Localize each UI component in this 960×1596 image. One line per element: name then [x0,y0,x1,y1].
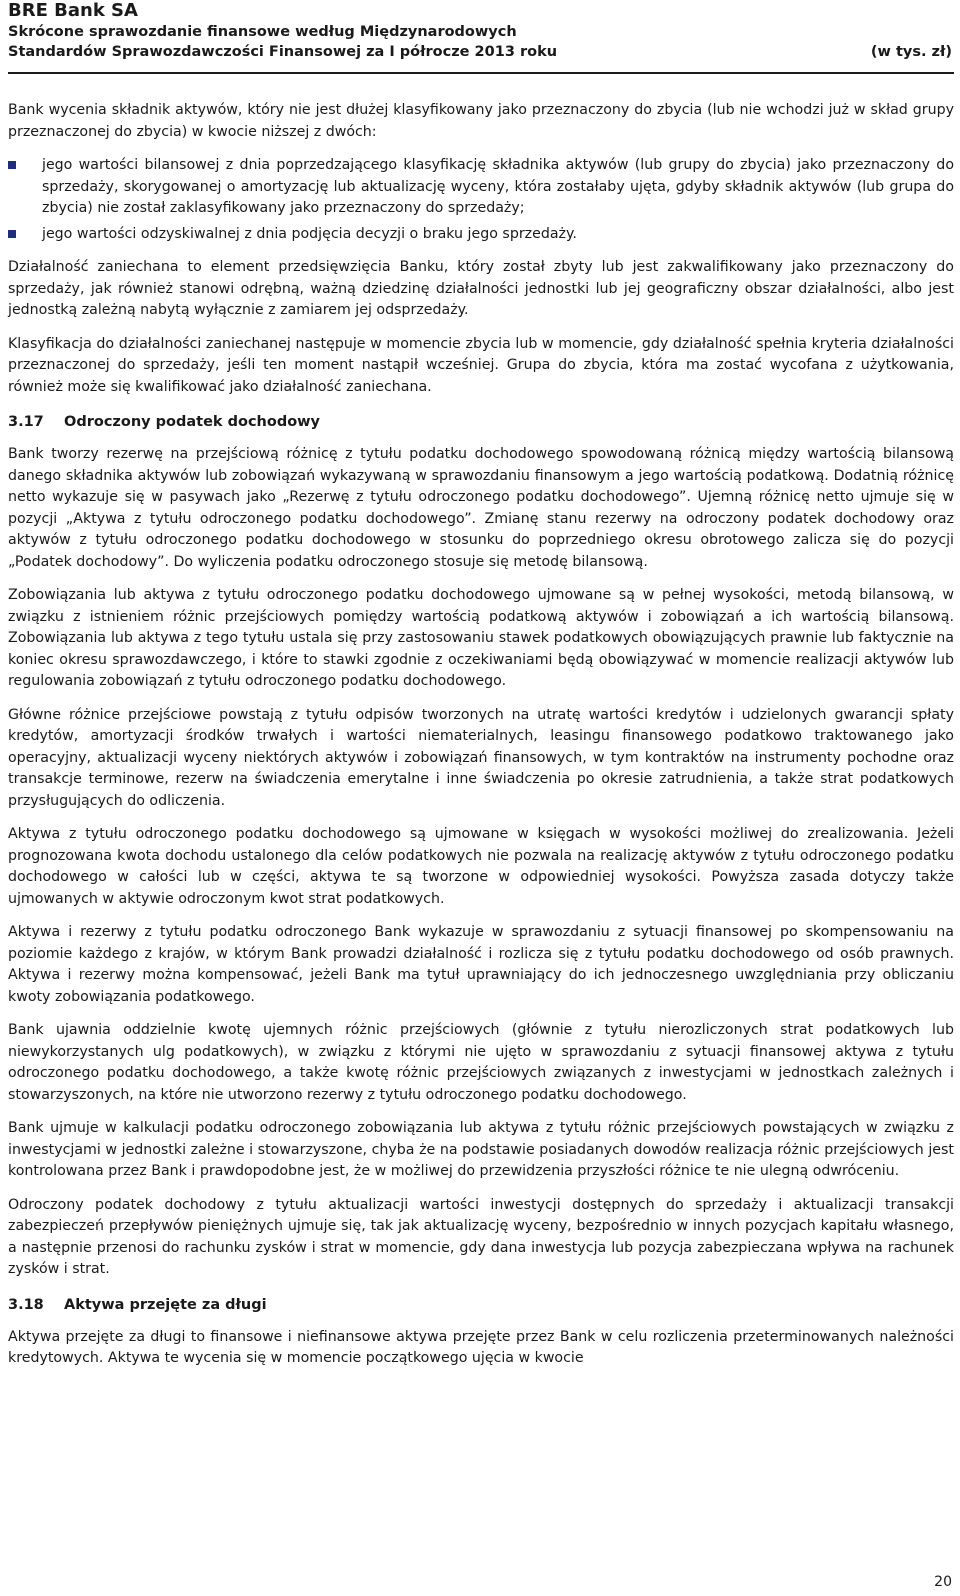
section-number: 3.18 [8,1296,44,1313]
header-divider [8,72,954,74]
page-number: 20 [934,1574,952,1590]
bullet-text: jego wartości bilansowej z dnia poprzedzającego klasyfikację składnika aktywów (lub grupy do zbycia) jako przeznaczony do sprzedaży, skorygowanej o amortyzację lub aktualizację wyceny, która zostałaby ujęta, gdyby składnik aktywów (lub grupa do zbycia) nie został zaklasyfikowany jako przeznaczony do sprzedaży; [42,157,954,216]
section-heading-3-17 [8,412,954,432]
section-title: Odroczony podatek dochodowy [64,414,321,430]
bullet-item [8,224,954,246]
intro-paragraph: Bank wycenia składnik aktywów, który nie jest dłużej klasyfikowany jako przeznaczony do zbycia (lub nie wchodzi już w skład grupy przeznaczonej do zbycia) w kwocie niższej z dwóch: [8,102,954,140]
report-title-line1: Skrócone sprawozdanie finansowe według Międzynarodowych [8,24,517,40]
square-bullet-icon [8,161,16,169]
square-bullet-icon [8,230,16,238]
company-name: BRE Bank SA [8,0,138,21]
section-paragraph: Aktywa i rezerwy z tytułu podatku odroczonego Bank wykazuje w sprawozdaniu z sytuacji finansowej po skompensowaniu na poziomie każdego z krajów, w którym Bank prowadzi działalność i rozlicza się z tytułu podatku dochodowego od osób prawnych. Aktywa i rezerwy można kompensować, jeżeli Bank ma tytuł uprawniający do ich jednoczesnego uwzględniania przy obliczaniu kwoty zobowiązania podatkowego. [8,924,954,1005]
section-number: 3.17 [8,414,44,430]
bullet-list [8,155,954,245]
section-paragraph: Główne różnice przejściowe powstają z tytułu odpisów tworzonych na utratę wartości kredytów i udzielonych gwarancji spłaty kredytów, amortyzacji środków trwałych i wartości niematerialnych, leasingu finansowego podatkowo traktowanego jako operacyjny, aktualizacji wyceny niektórych aktywów i zobowiązań finansowych, w tym kontraktów na instrumenty pochodne oraz transakcje terminowe, rezerw na świadczenia emerytalne i inne świadczenia po okresie zatrudnienia, a także strat podatkowych przysługujących do odliczenia. [8,706,954,809]
section-heading-3-18 [8,1295,954,1315]
section-paragraph: Aktywa z tytułu odroczonego podatku dochodowego są ujmowane w księgach w wysokości możliwej do zrealizowania. Jeżeli prognozowana kwota dochodu ustalonego dla celów podatkowych nie pozwala na realizację aktywów z tytułu odroczonego podatku dochodowego w całości lub w części, aktywa te są tworzone w odpowiedniej wysokości. Powyższa zasada dotyczy także ujmowanych w aktywie odroczonym kwot strat podatkowych. [8,826,954,907]
section-paragraph: Bank tworzy rezerwę na przejściową różnicę z tytułu podatku dochodowego spowodowaną różnicą między wartością bilansową danego składnika aktywów lub zobowiązań wykazywaną w sprawozdaniu finansowym a jego wartością podatkową. Dodatnią różnicę netto wykazuje się w pasywach jako „Rezerwę z tytułu odroczonego podatku dochodowego”. Ujemną różnicę netto ujmuje się w pozycji „Aktywa z tytułu odroczonego podatku dochodowego”. Zmianę stanu rezerwy na odroczony podatek dochodowy oraz aktywów z tytułu odroczonego podatku dochodowego w stosunku do poprzedniego okresu obrotowego zalicza się do pozycji „Podatek dochodowy”. Do wyliczenia podatku odroczonego stosuje się metodę bilansową. [8,446,954,570]
section-paragraph: Aktywa przejęte za długi to finansowe i niefinansowe aktywa przejęte przez Bank w celu rozliczenia przeterminowanych należności kredytowych. Aktywa te wycenia się w momencie początkowego ujęcia w kwocie [8,1328,954,1366]
section-paragraph: Bank ujmuje w kalkulacji podatku odroczonego zobowiązania lub aktywa z tytułu różnic przejściowych powstających w związku z inwestycjami w jednostki zależne i stowarzyszone, chyba że na podstawie posiadanych dowodów realizacja różnic przejściowych jest kontrolowana przez Bank i prawdopodobne jest, że w możliwej do przewidzenia przyszłości różnice te nie ulegną odwróceniu. [8,1120,954,1179]
report-title-row [8,42,952,62]
bullet-item [8,155,954,220]
units-label: (w tys. zł) [870,44,952,60]
bullet-text: jego wartości odzyskiwalnej z dnia podjęcia decyzji o braku jego sprzedaży. [42,225,577,242]
discontinued-operations-paragraph: Działalność zaniechana to element przedsięwzięcia Banku, który został zbyty lub jest zakwalifikowany jako przeznaczony do sprzedaży, jak również stanowi odrębną, ważną dziedzinę działalności jednostki lub jej geograficzny obszar działalności, albo jest jednostką zależną nabytą wyłącznie z zamiarem jej odsprzedaży. [8,259,954,318]
report-title-line2: Standardów Sprawozdawczości Finansowej za I półrocze 2013 roku [8,44,558,60]
page-header [8,0,952,62]
section-title: Aktywa przejęte za długi [64,1296,267,1313]
section-paragraph: Odroczony podatek dochodowy z tytułu aktualizacji wartości inwestycji dostępnych do sprzedaży i aktualizacji transakcji zabezpieczeń przepływów pieniężnych ujmuje się, tak jak aktualizację wyceny, bezpośrednio w innych pozycjach kapitału własnego, a następnie przenosi do rachunku zysków i strat w momencie, gdy dana inwestycja lub pozycja zabezpieczana wpływa na rachunek zysków i strat. [8,1196,954,1277]
classification-paragraph: Klasyfikacja do działalności zaniechanej następuje w momencie zbycia lub w momencie, gdy działalność spełnia kryteria działalności przeznaczonej do sprzedaży, jeśli ten moment nastąpił wcześniej. Grupa do zbycia, która ma zostać wycofana z użytkowania, również może się kwalifikować jako działalność zaniechana. [8,335,954,395]
document-body [8,100,954,1382]
section-paragraph: Zobowiązania lub aktywa z tytułu odroczonego podatku dochodowego ujmowane są w pełnej wysokości, metodą bilansową, w związku z istnieniem różnic przejściowych pomiędzy wartością podatkową aktywów i zobowiązań a ich wartością bilansową. Zobowiązania lub aktywa z tego tytułu ustala się przy zastosowaniu stawek podatkowych obowiązujących prawnie lub faktycznie na koniec okresu sprawozdawczego, i które to stawki zgodnie z oczekiwaniami będą obowiązywać w momencie realizacji aktywów lub regulowania zobowiązań z tytułu odroczonego podatku dochodowego. [8,587,954,689]
section-paragraph: Bank ujawnia oddzielnie kwotę ujemnych różnic przejściowych (głównie z tytułu nierozliczonych strat podatkowych lub niewykorzystanych ulg podatkowych), w związku z którymi nie ujęto w sprawozdaniu z sytuacji finansowej aktywa z tytułu odroczonego podatku dochodowego, a także kwotę różnic przejściowych związanych z inwestycjami w jednostkach zależnych i stowarzyszonych, na które nie utworzono rezerwy z tytułu odroczonego podatku dochodowego. [8,1022,954,1103]
